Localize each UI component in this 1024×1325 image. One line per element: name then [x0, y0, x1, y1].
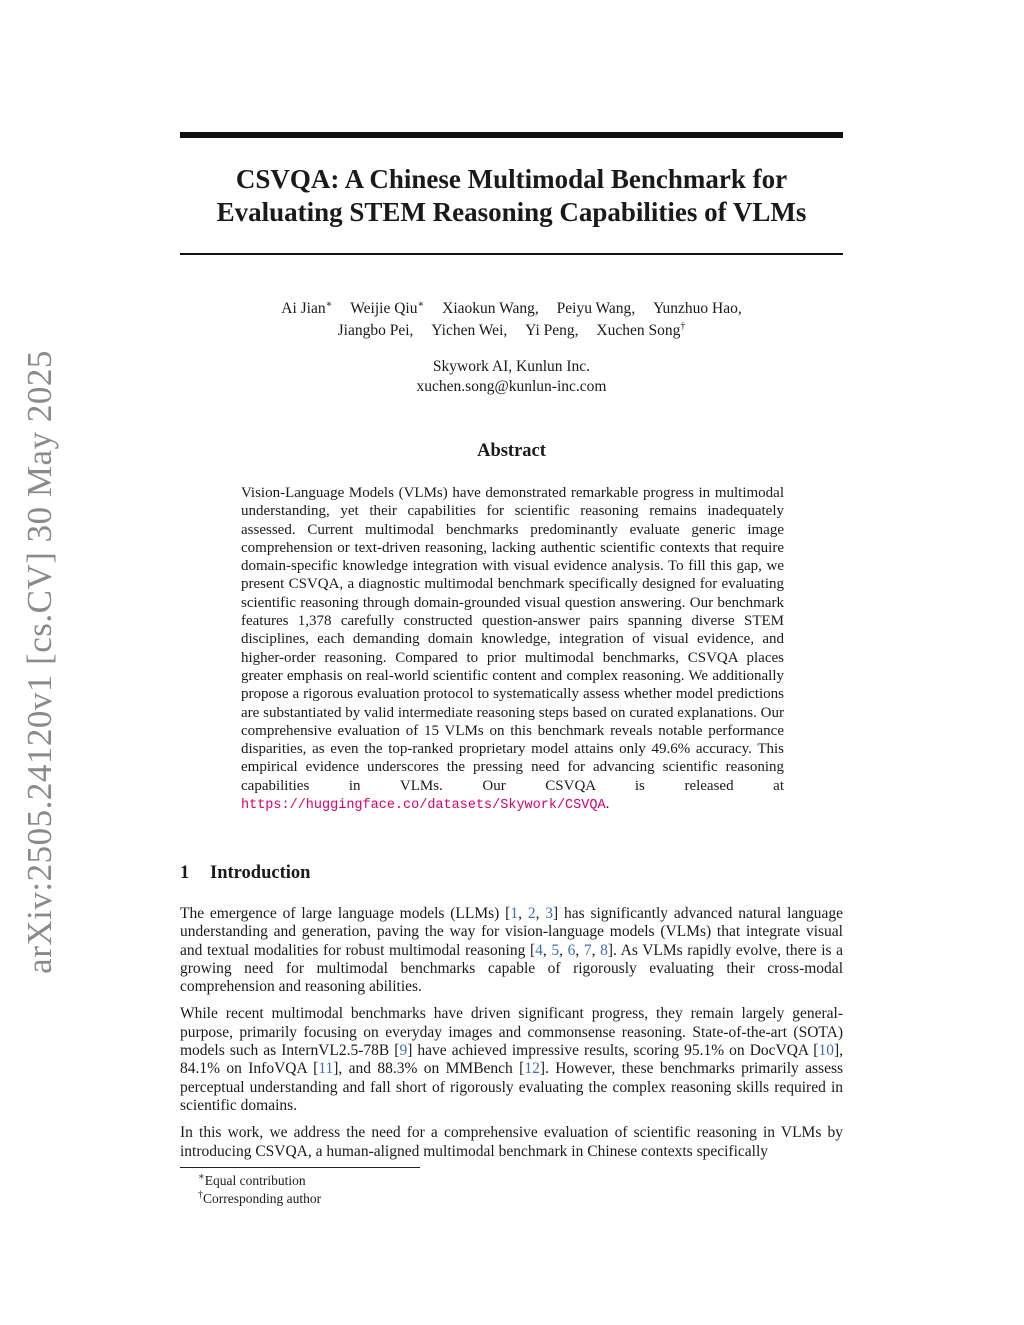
author: Xuchen Song†: [596, 320, 686, 339]
citation-link[interactable]: 7: [583, 941, 592, 959]
paper-title: [180, 163, 843, 229]
citation-link[interactable]: 12: [524, 1060, 540, 1078]
paragraph-3: In this work, we address the need for a comprehensive evaluation of scientific reasoning in VLMs by introducing CSVQA, a human-aligned multimodal benchmark in Chinese contexts specifically: [180, 1124, 843, 1160]
affiliation-block: [180, 357, 843, 397]
footnote-corresponding-author: †Corresponding author: [198, 1189, 322, 1206]
citation-link[interactable]: 6: [567, 941, 576, 959]
footnotes: [198, 1172, 321, 1207]
author: Weijie Qiu∗: [350, 298, 425, 317]
section-heading-introduction: [180, 863, 310, 884]
title-bottom-rule: [180, 253, 843, 255]
title-top-rule: [180, 132, 843, 138]
email: xuchen.song@kunlun-inc.com: [416, 378, 607, 395]
footnote-equal-contribution: ∗Equal contribution: [198, 1171, 306, 1188]
abstract-text: Vision-Language Models (VLMs) have demonstrated remarkable progress in multimodal understanding, yet their capabilities for scientific reasoning remains inadequately assessed. Current multimodal benchmarks predominantly evaluate generic image comprehension or text-driven reasoning, lacking authentic scientific contexts that require domain-specific knowledge integration with visual evidence analysis. To fill this gap, we present CSVQA, a diagnostic multimodal benchmark specifically designed for evaluating scientific reasoning through domain-grounded visual question answering. Our benchmark features 1,378 carefully constructed question-answer pairs spanning diverse STEM disciplines, each demanding domain knowledge, integration of visual evidence, and higher-order reasoning. Compared to prior multimodal benchmarks, CSVQA places greater emphasis on real-world scientific content and complex reasoning. We additionally propose a rigorous evaluation protocol to systematically assess whether model predictions are substantiated by valid intermediate reasoning steps based on curated explanations. Our comprehensive evaluation of 15 VLMs on this benchmark reveals notable performance disparities, as even the top-ranked proprietary model attains only 49.6% accuracy. This empirical evidence underscores the pressing need for advancing scientific reasoning capabilities in VLMs. Our CSVQA is released at: [241, 485, 784, 794]
author: Peiyu Wang,: [556, 300, 636, 317]
citation-link[interactable]: 5: [551, 941, 560, 959]
abstract-body: Vision-Language Models (VLMs) have demonstrated remarkable progress in multimodal understanding, yet their capabilities for scientific reasoning remains inadequately assessed. Current multimodal benchmarks predominantly evaluate generic image comprehension or text-driven reasoning, lacking authentic scientific contexts that require domain-specific knowledge integration with visual evidence analysis. To fill this gap, we present CSVQA, a diagnostic multimodal benchmark specifically designed for evaluating scientific reasoning through domain-grounded visual question answering. Our benchmark features 1,378 carefully constructed question-answer pairs spanning diverse STEM disciplines, each demanding domain knowledge, integration of visual evidence, and higher-order reasoning. Compared to prior multimodal benchmarks, CSVQA places greater emphasis on real-world scientific content and complex reasoning. We additionally propose a rigorous evaluation protocol to systematically assess whether model predictions are substantiated by valid intermediate reasoning steps based on curated explanations. Our comprehensive evaluation of 15 VLMs on this benchmark reveals notable performance disparities, as even the top-ranked proprietary model attains only 49.6% accuracy. This empirical evidence underscores the pressing need for advancing scientific reasoning capabilities in VLMs. Our CSVQA is released at https://huggingface.co/datasets/Skywork/CSVQA.: [241, 485, 784, 814]
dataset-link[interactable]: https://huggingface.co/datasets/Skywork/CSVQA: [241, 798, 606, 814]
citation-link[interactable]: 8: [600, 941, 608, 959]
section-number: 1: [180, 863, 190, 883]
author: Ai Jian∗: [281, 298, 333, 317]
author-line-1: [180, 298, 843, 320]
citation-link[interactable]: 4: [535, 941, 543, 959]
author-list: [180, 298, 843, 342]
footnote-rule: [180, 1167, 420, 1168]
author: Yi Peng,: [525, 322, 579, 339]
citation-link[interactable]: 2: [527, 905, 536, 922]
author: Xiaokun Wang,: [442, 300, 539, 317]
section-title: Introduction: [210, 863, 311, 883]
introduction-body: [180, 905, 843, 1170]
citation-link[interactable]: 1: [510, 905, 519, 922]
paragraph-1: The emergence of large language models (LLMs) [1, 2, 3] has significantly advanced natural language understanding and generation, paving the way for vision-language models (VLMs) that integrate visual and textual modalities for robust multimodal reasoning [4, 5, 6, 7, 8]. As VLMs rapidly evolve, there is a growing need for multimodal benchmarks capable of rigorously evaluating their cross-modal comprehension and reasoning abilities.: [180, 905, 844, 996]
author: Yunzhuo Hao,: [653, 300, 742, 317]
author-line-2: [180, 320, 843, 342]
title-line-2: Evaluating STEM Reasoning Capabilities of VLMs: [216, 197, 807, 227]
citation-link[interactable]: 11: [318, 1060, 334, 1078]
author: Yichen Wei,: [431, 322, 508, 339]
arxiv-identifier: arXiv:2505.24120v1 [cs.CV] 30 May 2025: [20, 350, 59, 974]
paragraph-2: While recent multimodal benchmarks have driven significant progress, they remain largely general-purpose, primarily focusing on everyday images and commonsense reasoning. State-of-the-art (SOTA) models such as InternVL2.5-78B [9] have achieved impressive results, scoring 95.1% on DocVQA [10], 84.1% on InfoVQA [11], and 88.3% on MMBench [12]. However, these benchmarks primarily assess perceptual understanding and fall short of rigorously evaluating the complex reasoning skills required in scientific domains.: [180, 1005, 844, 1114]
citation-link[interactable]: 3: [545, 905, 554, 922]
citation-link[interactable]: 9: [399, 1042, 408, 1060]
author: Jiangbo Pei,: [337, 322, 414, 339]
affiliation: Skywork AI, Kunlun Inc.: [432, 358, 591, 375]
citation-link[interactable]: 10: [818, 1042, 834, 1060]
abstract-heading: Abstract: [477, 441, 546, 461]
title-line-1: CSVQA: A Chinese Multimodal Benchmark for: [235, 164, 788, 194]
